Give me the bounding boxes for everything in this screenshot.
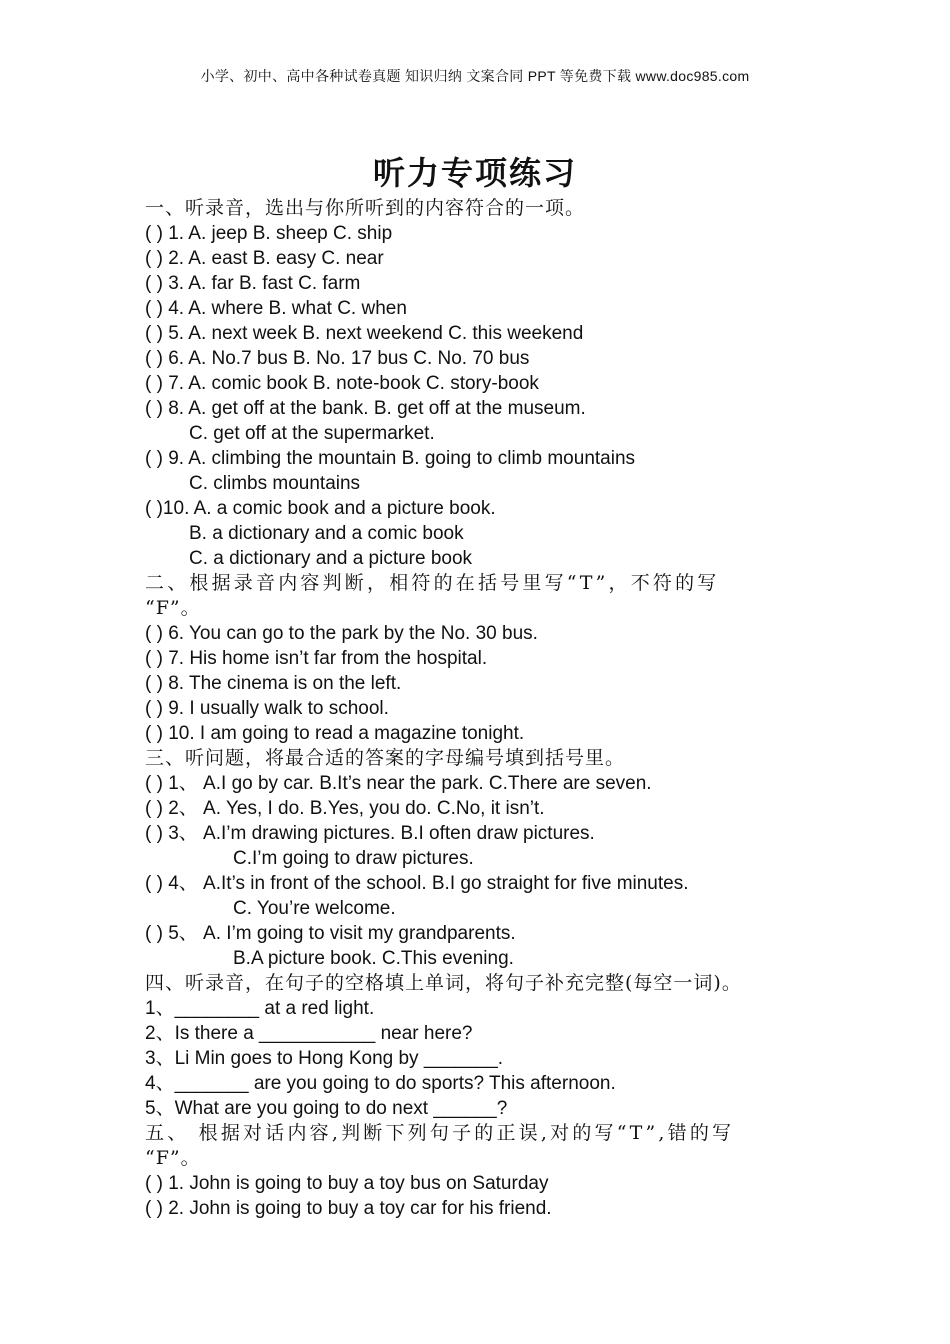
option-line: B. a dictionary and a comic book (189, 523, 464, 544)
fill-blank-line: 3、Li Min goes to Hong Kong by _______. (145, 1048, 504, 1069)
option-line: C. get off at the supermarket. (189, 423, 435, 444)
question-line: ( ) 1. John is going to buy a toy bus on Saturday (145, 1173, 549, 1194)
option-line: C. You’re welcome. (233, 898, 396, 919)
section-heading-2-cont: “F”。 (145, 597, 201, 619)
question-line: ( ) 9. A. climbing the mountain B. going to climb mountains (145, 448, 636, 469)
question-line: ( ) 1、 A.I go by car. B.It’s near the park. C.There are seven. (145, 773, 652, 794)
question-line: ( ) 10. I am going to read a magazine tonight. (145, 723, 525, 744)
section-heading-5-cont: “F”。 (145, 1147, 201, 1169)
question-line: ( ) 7. A. comic book B. note-book C. story-book (145, 373, 539, 394)
section-heading-4: 四、听录音，在句子的空格填上单词，将句子补充完整(每空一词)。 (145, 972, 742, 994)
question-line: ( ) 6. A. No.7 bus B. No. 17 bus C. No. 70 bus (145, 348, 530, 369)
fill-blank-line: 5、What are you going to do next ______? (145, 1098, 508, 1119)
section-heading-2: 二、根据录音内容判断，相符的在括号里写“T”，不符的写 (145, 572, 720, 594)
question-line: ( ) 5、 A. I’m going to visit my grandparents. (145, 923, 516, 944)
question-line: ( ) 3、 A.I’m drawing pictures. B.I often draw pictures. (145, 823, 595, 844)
question-line: ( ) 5. A. next week B. next weekend C. this weekend (145, 323, 584, 344)
option-line: C.I’m going to draw pictures. (233, 848, 474, 869)
question-line: ( ) 6. You can go to the park by the No. 30 bus. (145, 623, 538, 644)
fill-blank-line: 1、________ at a red light. (145, 998, 375, 1019)
question-line: ( ) 2、 A. Yes, I do. B.Yes, you do. C.No, it isn’t. (145, 798, 545, 819)
worksheet-content (145, 196, 810, 1221)
question-line: ( ) 4、 A.It’s in front of the school. B.I go straight for five minutes. (145, 873, 689, 894)
question-line: ( ) 7. His home isn’t far from the hospital. (145, 648, 488, 669)
question-line: ( ) 1. A. jeep B. sheep C. ship (145, 223, 393, 244)
question-line: ( )10. A. a comic book and a picture book. (145, 498, 496, 519)
page-header: 小学、初中、高中各种试卷真题 知识归纳 文案合同 PPT 等免费下载 www.doc985.com (200, 68, 750, 84)
option-line: B.A picture book. C.This evening. (233, 948, 514, 969)
question-line: ( ) 9. I usually walk to school. (145, 698, 389, 719)
fill-blank-line: 2、Is there a ___________ near here? (145, 1023, 473, 1044)
question-line: ( ) 3. A. far B. fast C. farm (145, 273, 361, 294)
fill-blank-line: 4、_______ are you going to do sports? This afternoon. (145, 1073, 616, 1094)
question-line: ( ) 2. John is going to buy a toy car for his friend. (145, 1198, 552, 1219)
option-line: C. a dictionary and a picture book (189, 548, 473, 569)
section-heading-1: 一、听录音，选出与你所听到的内容符合的一项。 (145, 197, 586, 219)
page-title: 听力专项练习 (372, 154, 577, 192)
section-heading-3: 三、听问题，将最合适的答案的字母编号填到括号里。 (145, 747, 626, 769)
question-line: ( ) 8. The cinema is on the left. (145, 673, 402, 694)
section-heading-5: 五、 根据对话内容,判断下列句子的正误,对的写“T”,错的写 (145, 1122, 735, 1144)
question-line: ( ) 4. A. where B. what C. when (145, 298, 407, 319)
question-line: ( ) 2. A. east B. easy C. near (145, 248, 384, 269)
option-line: C. climbs mountains (189, 473, 361, 494)
question-line: ( ) 8. A. get off at the bank. B. get off at the museum. (145, 398, 586, 419)
